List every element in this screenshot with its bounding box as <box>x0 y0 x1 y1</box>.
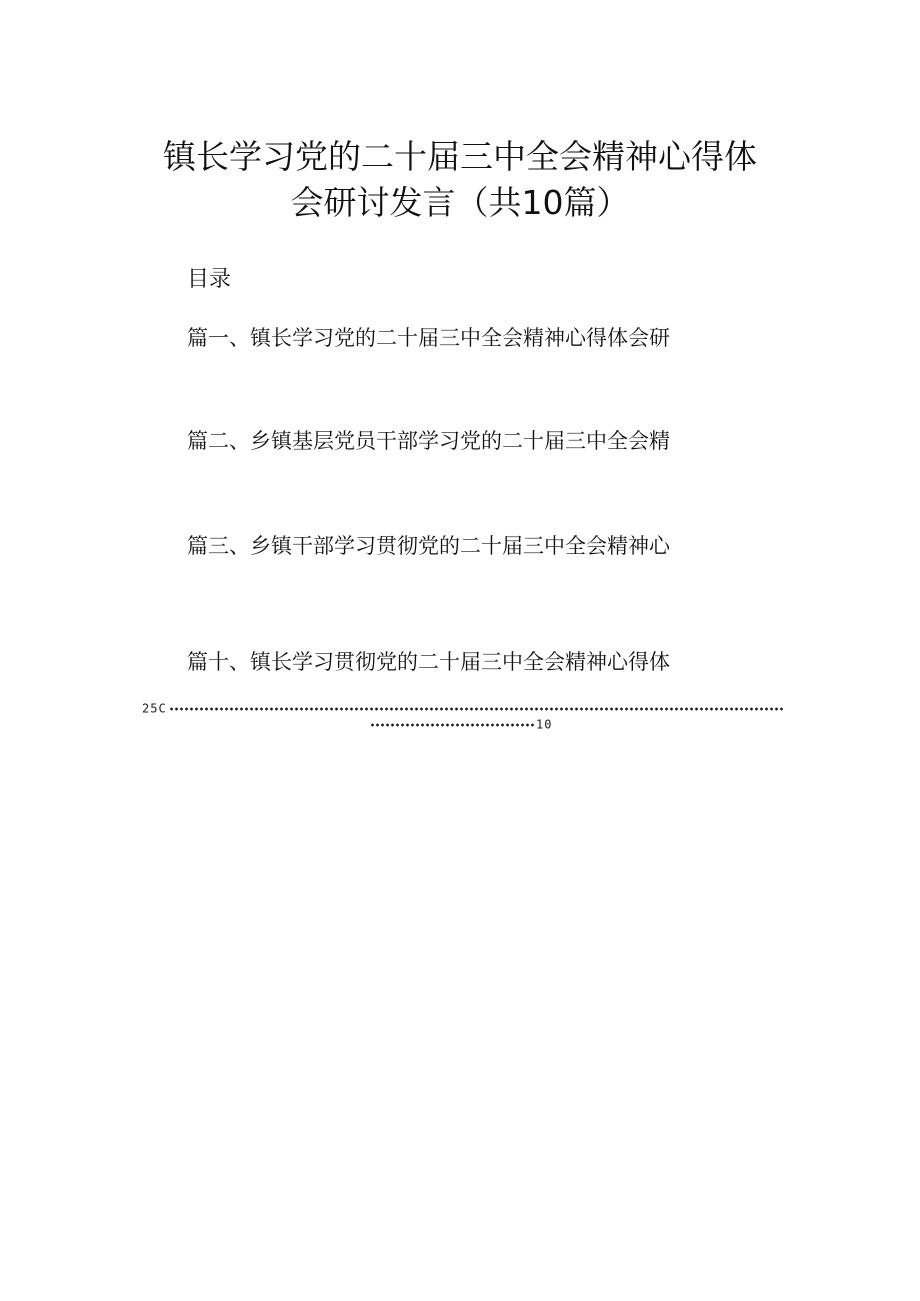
toc-leader-line-2 <box>370 717 552 732</box>
toc-page-number: 10 <box>536 717 553 732</box>
document-title-line-1: 镇长学习党的二十届三中全会精神心得体 <box>163 137 757 176</box>
dot-leader <box>169 707 783 711</box>
document-title-line-2: 会研讨发言（共10篇） <box>290 183 630 222</box>
dot-leader <box>370 723 534 727</box>
leader-left-text: 25C <box>142 701 167 716</box>
toc-entry-1[interactable]: 篇一、镇长学习党的二十届三中全会精神心得体会研 <box>187 326 670 350</box>
toc-leader-line-1 <box>142 701 783 716</box>
toc-entry-2[interactable]: 篇二、乡镇基层党员干部学习党的二十届三中全会精 <box>187 429 670 453</box>
toc-heading: 目录 <box>187 267 232 292</box>
toc-entry-3[interactable]: 篇三、乡镇干部学习贯彻党的二十届三中全会精神心 <box>187 534 670 558</box>
toc-entry-10[interactable]: 篇十、镇长学习贯彻党的二十届三中全会精神心得体 <box>187 650 670 674</box>
